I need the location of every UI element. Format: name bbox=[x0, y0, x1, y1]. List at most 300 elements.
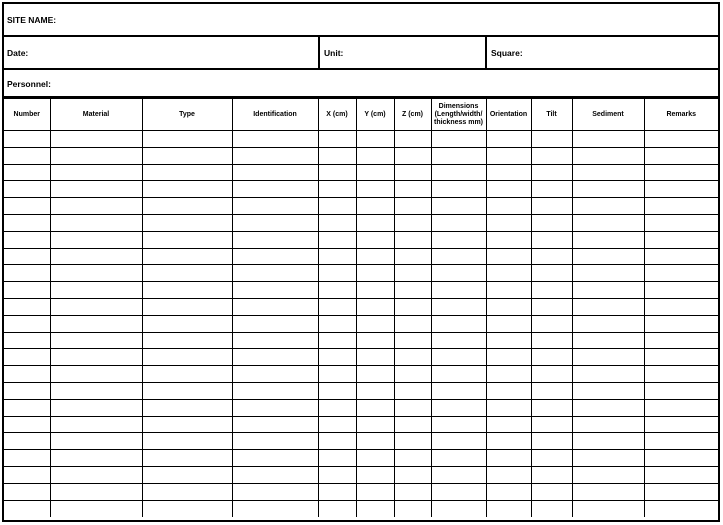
table-cell[interactable] bbox=[232, 248, 318, 265]
table-cell[interactable] bbox=[4, 332, 50, 349]
table-cell[interactable] bbox=[318, 483, 356, 500]
table-cell[interactable] bbox=[531, 298, 572, 315]
table-cell[interactable] bbox=[318, 399, 356, 416]
table-cell[interactable] bbox=[356, 483, 394, 500]
table-cell[interactable] bbox=[486, 399, 531, 416]
table-cell[interactable] bbox=[644, 349, 718, 366]
table-cell[interactable] bbox=[394, 315, 431, 332]
date-unit-square-row bbox=[4, 37, 718, 70]
table-cell[interactable] bbox=[572, 198, 644, 215]
table-cell[interactable] bbox=[531, 181, 572, 198]
table-cell[interactable] bbox=[572, 214, 644, 231]
table-cell[interactable] bbox=[4, 500, 50, 517]
column-header: Z (cm) bbox=[394, 99, 431, 131]
table-cell[interactable] bbox=[50, 265, 142, 282]
table-cell[interactable] bbox=[394, 382, 431, 399]
table-cell[interactable] bbox=[644, 433, 718, 450]
table-cell[interactable] bbox=[356, 366, 394, 383]
table-cell[interactable] bbox=[572, 450, 644, 467]
table-cell[interactable] bbox=[531, 231, 572, 248]
table-cell[interactable] bbox=[50, 164, 142, 181]
table-cell[interactable] bbox=[431, 147, 486, 164]
table-cell[interactable] bbox=[486, 181, 531, 198]
table-cell[interactable] bbox=[572, 231, 644, 248]
table-cell[interactable] bbox=[644, 382, 718, 399]
table-cell[interactable] bbox=[531, 399, 572, 416]
table-cell[interactable] bbox=[572, 433, 644, 450]
table-cell[interactable] bbox=[486, 164, 531, 181]
table-cell[interactable] bbox=[50, 433, 142, 450]
table-cell[interactable] bbox=[572, 366, 644, 383]
table-cell[interactable] bbox=[232, 366, 318, 383]
table-cell[interactable] bbox=[394, 366, 431, 383]
table-cell[interactable] bbox=[394, 416, 431, 433]
table-cell[interactable] bbox=[431, 382, 486, 399]
table-cell[interactable] bbox=[318, 450, 356, 467]
table-cell[interactable] bbox=[431, 131, 486, 148]
table-cell[interactable] bbox=[356, 315, 394, 332]
table-cell[interactable] bbox=[50, 248, 142, 265]
table-cell[interactable] bbox=[431, 265, 486, 282]
table-cell[interactable] bbox=[486, 500, 531, 517]
table-cell[interactable] bbox=[232, 231, 318, 248]
table-cell[interactable] bbox=[318, 433, 356, 450]
table-cell[interactable] bbox=[318, 198, 356, 215]
table-cell[interactable] bbox=[4, 450, 50, 467]
table-cell[interactable] bbox=[318, 282, 356, 299]
table-cell[interactable] bbox=[431, 450, 486, 467]
table-cell[interactable] bbox=[50, 131, 142, 148]
table-cell[interactable] bbox=[644, 147, 718, 164]
table-cell[interactable] bbox=[431, 349, 486, 366]
table-cell[interactable] bbox=[531, 164, 572, 181]
table-cell[interactable] bbox=[318, 147, 356, 164]
table-cell[interactable] bbox=[232, 382, 318, 399]
table-cell[interactable] bbox=[356, 181, 394, 198]
table-row bbox=[4, 147, 718, 164]
table-cell[interactable] bbox=[142, 315, 232, 332]
table-cell[interactable] bbox=[232, 450, 318, 467]
table-row bbox=[4, 265, 718, 282]
table-cell[interactable] bbox=[431, 198, 486, 215]
table-cell[interactable] bbox=[486, 131, 531, 148]
table-cell[interactable] bbox=[486, 248, 531, 265]
table-cell[interactable] bbox=[431, 416, 486, 433]
table-cell[interactable] bbox=[394, 181, 431, 198]
table-cell[interactable] bbox=[356, 416, 394, 433]
table-cell[interactable] bbox=[572, 332, 644, 349]
table-cell[interactable] bbox=[572, 382, 644, 399]
table-row bbox=[4, 466, 718, 483]
table-cell[interactable] bbox=[142, 248, 232, 265]
table-cell[interactable] bbox=[50, 214, 142, 231]
table-cell[interactable] bbox=[318, 315, 356, 332]
table-cell[interactable] bbox=[644, 265, 718, 282]
table-cell[interactable] bbox=[318, 298, 356, 315]
table-cell[interactable] bbox=[50, 231, 142, 248]
table-cell[interactable] bbox=[50, 198, 142, 215]
table-cell[interactable] bbox=[394, 214, 431, 231]
table-cell[interactable] bbox=[486, 214, 531, 231]
table-cell[interactable] bbox=[142, 382, 232, 399]
table-cell[interactable] bbox=[394, 399, 431, 416]
table-cell[interactable] bbox=[486, 298, 531, 315]
table-cell[interactable] bbox=[356, 382, 394, 399]
table-cell[interactable] bbox=[4, 147, 50, 164]
table-cell[interactable] bbox=[431, 231, 486, 248]
table-cell[interactable] bbox=[142, 366, 232, 383]
table-cell[interactable] bbox=[232, 147, 318, 164]
table-cell[interactable] bbox=[644, 332, 718, 349]
table-cell[interactable] bbox=[394, 500, 431, 517]
table-cell[interactable] bbox=[4, 366, 50, 383]
table-cell[interactable] bbox=[394, 282, 431, 299]
table-cell[interactable] bbox=[394, 466, 431, 483]
table-cell[interactable] bbox=[232, 265, 318, 282]
table-cell[interactable] bbox=[572, 500, 644, 517]
table-cell[interactable] bbox=[50, 483, 142, 500]
table-row bbox=[4, 399, 718, 416]
table-cell[interactable] bbox=[431, 466, 486, 483]
table-cell[interactable] bbox=[531, 433, 572, 450]
table-cell[interactable] bbox=[142, 164, 232, 181]
table-cell[interactable] bbox=[531, 349, 572, 366]
table-cell[interactable] bbox=[531, 131, 572, 148]
table-cell[interactable] bbox=[142, 147, 232, 164]
table-cell[interactable] bbox=[431, 332, 486, 349]
table-cell[interactable] bbox=[531, 147, 572, 164]
table-cell[interactable] bbox=[531, 450, 572, 467]
table-cell[interactable] bbox=[318, 332, 356, 349]
table-cell[interactable] bbox=[531, 214, 572, 231]
table-cell[interactable] bbox=[318, 265, 356, 282]
table-cell[interactable] bbox=[142, 416, 232, 433]
table-cell[interactable] bbox=[142, 349, 232, 366]
table-cell[interactable] bbox=[318, 366, 356, 383]
table-cell[interactable] bbox=[431, 298, 486, 315]
table-cell[interactable] bbox=[356, 466, 394, 483]
table-cell[interactable] bbox=[356, 231, 394, 248]
column-header: Number bbox=[4, 99, 50, 131]
table-row bbox=[4, 433, 718, 450]
table-cell[interactable] bbox=[486, 450, 531, 467]
table-cell[interactable] bbox=[50, 282, 142, 299]
table-cell[interactable] bbox=[431, 433, 486, 450]
table-cell[interactable] bbox=[486, 366, 531, 383]
table-cell[interactable] bbox=[394, 298, 431, 315]
table-cell[interactable] bbox=[318, 181, 356, 198]
table-cell[interactable] bbox=[50, 147, 142, 164]
table-cell[interactable] bbox=[142, 231, 232, 248]
table-row bbox=[4, 382, 718, 399]
table-row bbox=[4, 483, 718, 500]
table-cell[interactable] bbox=[486, 332, 531, 349]
table-cell[interactable] bbox=[486, 483, 531, 500]
table-cell[interactable] bbox=[644, 450, 718, 467]
table-cell[interactable] bbox=[4, 282, 50, 299]
table-cell[interactable] bbox=[394, 349, 431, 366]
table-cell[interactable] bbox=[318, 416, 356, 433]
table-cell[interactable] bbox=[531, 332, 572, 349]
table-cell[interactable] bbox=[50, 450, 142, 467]
table-cell[interactable] bbox=[531, 483, 572, 500]
table-cell[interactable] bbox=[50, 298, 142, 315]
table-cell[interactable] bbox=[142, 131, 232, 148]
table-cell[interactable] bbox=[50, 366, 142, 383]
table-cell[interactable] bbox=[356, 298, 394, 315]
table-cell[interactable] bbox=[644, 366, 718, 383]
table-cell[interactable] bbox=[4, 466, 50, 483]
table-cell[interactable] bbox=[486, 466, 531, 483]
table-cell[interactable] bbox=[4, 131, 50, 148]
table-cell[interactable] bbox=[572, 248, 644, 265]
personnel-label: Personnel: bbox=[7, 79, 51, 89]
table-cell[interactable] bbox=[50, 466, 142, 483]
table-cell[interactable] bbox=[572, 265, 644, 282]
table-cell[interactable] bbox=[644, 131, 718, 148]
table-cell[interactable] bbox=[4, 265, 50, 282]
table-cell[interactable] bbox=[356, 131, 394, 148]
table-cell[interactable] bbox=[50, 181, 142, 198]
table-cell[interactable] bbox=[318, 466, 356, 483]
table-cell[interactable] bbox=[431, 500, 486, 517]
table-cell[interactable] bbox=[4, 231, 50, 248]
table-row bbox=[4, 214, 718, 231]
table-cell[interactable] bbox=[531, 248, 572, 265]
table-cell[interactable] bbox=[318, 164, 356, 181]
table-cell[interactable] bbox=[644, 164, 718, 181]
table-cell[interactable] bbox=[356, 164, 394, 181]
table-cell[interactable] bbox=[572, 466, 644, 483]
table-cell[interactable] bbox=[486, 433, 531, 450]
table-cell[interactable] bbox=[142, 181, 232, 198]
table-cell[interactable] bbox=[531, 198, 572, 215]
table-cell[interactable] bbox=[644, 483, 718, 500]
table-cell[interactable] bbox=[644, 181, 718, 198]
table-cell[interactable] bbox=[142, 332, 232, 349]
table-cell[interactable] bbox=[572, 399, 644, 416]
table-cell[interactable] bbox=[431, 315, 486, 332]
table-cell[interactable] bbox=[232, 399, 318, 416]
table-cell[interactable] bbox=[431, 248, 486, 265]
table-cell[interactable] bbox=[4, 164, 50, 181]
table-cell[interactable] bbox=[356, 399, 394, 416]
table-row bbox=[4, 131, 718, 148]
table-cell[interactable] bbox=[394, 231, 431, 248]
table-cell[interactable] bbox=[232, 315, 318, 332]
table-cell[interactable] bbox=[531, 366, 572, 383]
table-cell[interactable] bbox=[4, 483, 50, 500]
table-cell[interactable] bbox=[644, 466, 718, 483]
table-cell[interactable] bbox=[142, 500, 232, 517]
table-cell[interactable] bbox=[356, 332, 394, 349]
table-cell[interactable] bbox=[142, 265, 232, 282]
column-header: Remarks bbox=[644, 99, 718, 131]
table-cell[interactable] bbox=[318, 131, 356, 148]
table-cell[interactable] bbox=[4, 198, 50, 215]
table-cell[interactable] bbox=[356, 147, 394, 164]
table-cell[interactable] bbox=[356, 349, 394, 366]
table-cell[interactable] bbox=[644, 315, 718, 332]
site-name-label: SITE NAME: bbox=[7, 15, 57, 25]
table-row bbox=[4, 164, 718, 181]
table-cell[interactable] bbox=[4, 416, 50, 433]
table-cell[interactable] bbox=[232, 181, 318, 198]
table-cell[interactable] bbox=[572, 483, 644, 500]
table-cell[interactable] bbox=[431, 483, 486, 500]
table-cell[interactable] bbox=[572, 147, 644, 164]
table-cell[interactable] bbox=[142, 399, 232, 416]
table-cell[interactable] bbox=[394, 131, 431, 148]
table-cell[interactable] bbox=[318, 349, 356, 366]
table-cell[interactable] bbox=[4, 399, 50, 416]
table-cell[interactable] bbox=[486, 147, 531, 164]
table-cell[interactable] bbox=[4, 315, 50, 332]
table-cell[interactable] bbox=[486, 231, 531, 248]
table-cell[interactable] bbox=[572, 131, 644, 148]
table-cell[interactable] bbox=[394, 450, 431, 467]
table-cell[interactable] bbox=[50, 399, 142, 416]
table-cell[interactable] bbox=[232, 433, 318, 450]
table-cell[interactable] bbox=[431, 282, 486, 299]
table-cell[interactable] bbox=[4, 298, 50, 315]
table-cell[interactable] bbox=[4, 181, 50, 198]
table-row bbox=[4, 231, 718, 248]
table-cell[interactable] bbox=[486, 198, 531, 215]
table-body bbox=[4, 131, 718, 517]
table-cell[interactable] bbox=[394, 433, 431, 450]
table-cell[interactable] bbox=[318, 500, 356, 517]
table-row bbox=[4, 349, 718, 366]
table-cell[interactable] bbox=[531, 416, 572, 433]
table-cell[interactable] bbox=[531, 466, 572, 483]
table-cell[interactable] bbox=[232, 214, 318, 231]
table-cell[interactable] bbox=[142, 433, 232, 450]
table-cell[interactable] bbox=[356, 198, 394, 215]
table-cell[interactable] bbox=[572, 315, 644, 332]
table-cell[interactable] bbox=[572, 298, 644, 315]
column-header: Tilt bbox=[531, 99, 572, 131]
table-cell[interactable] bbox=[394, 483, 431, 500]
table-cell[interactable] bbox=[232, 164, 318, 181]
table-cell[interactable] bbox=[644, 416, 718, 433]
table-cell[interactable] bbox=[431, 164, 486, 181]
table-cell[interactable] bbox=[4, 214, 50, 231]
table-row bbox=[4, 298, 718, 315]
table-cell[interactable] bbox=[232, 466, 318, 483]
table-cell[interactable] bbox=[318, 214, 356, 231]
table-cell[interactable] bbox=[394, 198, 431, 215]
table-cell[interactable] bbox=[4, 248, 50, 265]
table-cell[interactable] bbox=[232, 198, 318, 215]
table-cell[interactable] bbox=[356, 214, 394, 231]
table-cell[interactable] bbox=[142, 298, 232, 315]
table-cell[interactable] bbox=[356, 282, 394, 299]
table-row bbox=[4, 416, 718, 433]
table-cell[interactable] bbox=[431, 214, 486, 231]
table-cell[interactable] bbox=[486, 265, 531, 282]
table-cell[interactable] bbox=[50, 382, 142, 399]
table-cell[interactable] bbox=[50, 500, 142, 517]
table-cell[interactable] bbox=[356, 500, 394, 517]
table-cell[interactable] bbox=[232, 131, 318, 148]
table-cell[interactable] bbox=[50, 315, 142, 332]
table-cell[interactable] bbox=[232, 483, 318, 500]
date-label: Date: bbox=[7, 48, 29, 58]
table-cell[interactable] bbox=[531, 265, 572, 282]
table-cell[interactable] bbox=[142, 198, 232, 215]
table-cell[interactable] bbox=[394, 332, 431, 349]
table-cell[interactable] bbox=[531, 315, 572, 332]
table-cell[interactable] bbox=[394, 248, 431, 265]
table-cell[interactable] bbox=[4, 433, 50, 450]
table-cell[interactable] bbox=[142, 466, 232, 483]
table-cell[interactable] bbox=[142, 450, 232, 467]
table-cell[interactable] bbox=[431, 366, 486, 383]
table-cell[interactable] bbox=[356, 433, 394, 450]
table-cell[interactable] bbox=[531, 500, 572, 517]
table-cell[interactable] bbox=[232, 282, 318, 299]
table-cell[interactable] bbox=[644, 500, 718, 517]
table-cell[interactable] bbox=[356, 265, 394, 282]
table-cell[interactable] bbox=[486, 282, 531, 299]
table-cell[interactable] bbox=[572, 164, 644, 181]
table-cell[interactable] bbox=[356, 248, 394, 265]
table-cell[interactable] bbox=[318, 248, 356, 265]
table-cell[interactable] bbox=[486, 416, 531, 433]
table-cell[interactable] bbox=[572, 181, 644, 198]
table-cell[interactable] bbox=[232, 416, 318, 433]
table-cell[interactable] bbox=[394, 147, 431, 164]
table-cell[interactable] bbox=[644, 282, 718, 299]
table-cell[interactable] bbox=[394, 265, 431, 282]
table-cell[interactable] bbox=[232, 349, 318, 366]
table-cell[interactable] bbox=[431, 399, 486, 416]
table-cell[interactable] bbox=[486, 349, 531, 366]
table-cell[interactable] bbox=[531, 382, 572, 399]
table-cell[interactable] bbox=[232, 332, 318, 349]
table-cell[interactable] bbox=[572, 349, 644, 366]
table-cell[interactable] bbox=[644, 298, 718, 315]
table-cell[interactable] bbox=[531, 282, 572, 299]
table-cell[interactable] bbox=[232, 298, 318, 315]
table-cell[interactable] bbox=[232, 500, 318, 517]
table-cell[interactable] bbox=[50, 416, 142, 433]
table-cell[interactable] bbox=[486, 315, 531, 332]
table-cell[interactable] bbox=[431, 181, 486, 198]
table-cell[interactable] bbox=[486, 382, 531, 399]
table-cell[interactable] bbox=[356, 450, 394, 467]
table-cell[interactable] bbox=[644, 231, 718, 248]
table-cell[interactable] bbox=[4, 349, 50, 366]
table-cell[interactable] bbox=[142, 483, 232, 500]
table-cell[interactable] bbox=[50, 349, 142, 366]
table-cell[interactable] bbox=[572, 282, 644, 299]
table-cell[interactable] bbox=[142, 282, 232, 299]
table-cell[interactable] bbox=[644, 399, 718, 416]
table-cell[interactable] bbox=[142, 214, 232, 231]
table-cell[interactable] bbox=[644, 198, 718, 215]
table-cell[interactable] bbox=[644, 248, 718, 265]
table-cell[interactable] bbox=[318, 231, 356, 248]
table-cell[interactable] bbox=[394, 164, 431, 181]
table-cell[interactable] bbox=[572, 416, 644, 433]
site-name-row bbox=[4, 4, 718, 37]
table-cell[interactable] bbox=[644, 214, 718, 231]
table-cell[interactable] bbox=[50, 332, 142, 349]
table-cell[interactable] bbox=[318, 382, 356, 399]
table-cell[interactable] bbox=[4, 382, 50, 399]
